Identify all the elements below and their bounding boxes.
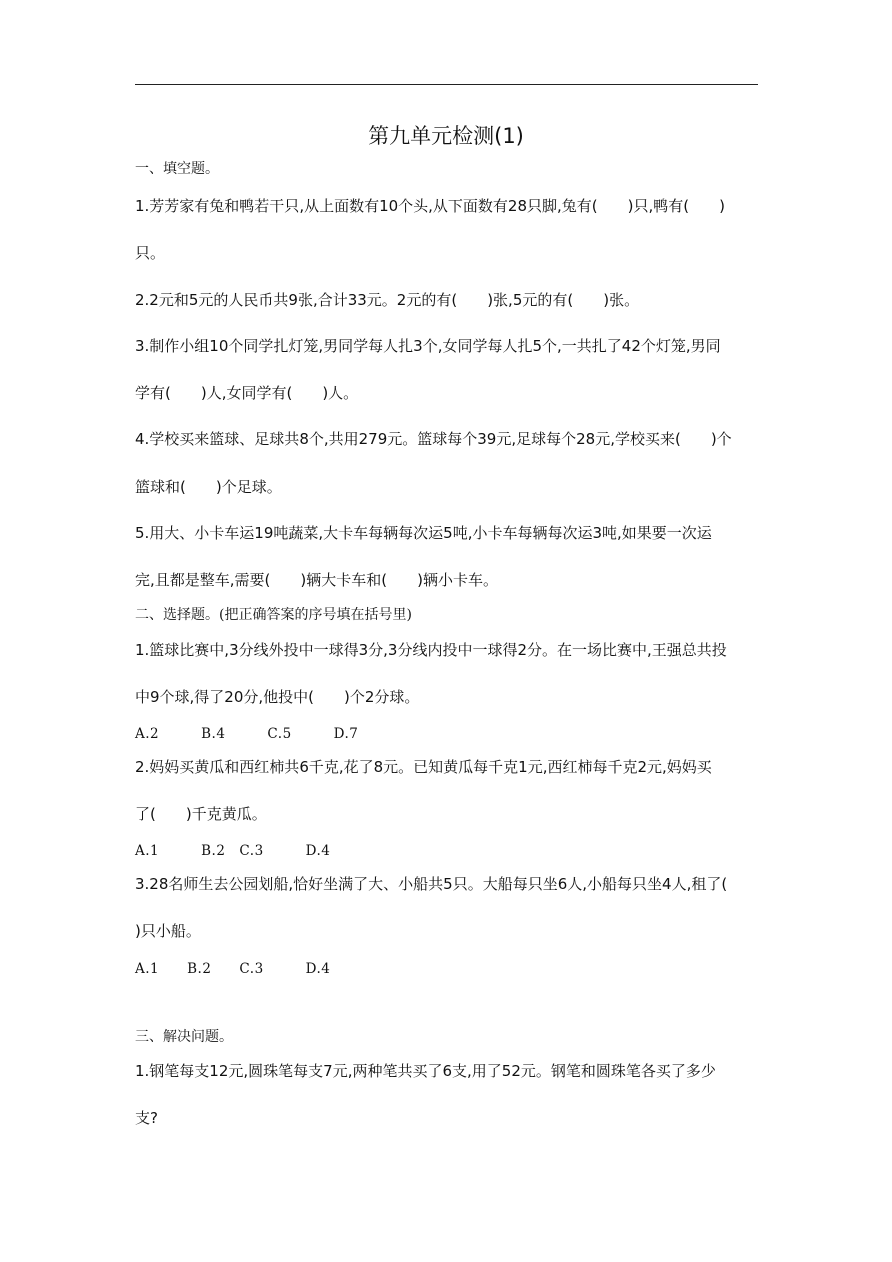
section-heading: 二、选择题。(把正确答案的序号填在括号里)	[135, 607, 412, 623]
question-line: 3.制作小组10个同学扎灯笼,男同学每人扎3个,女同学每人扎5个,一共扎了42个灯笼,男同	[135, 337, 721, 355]
question-line: 4.学校买来篮球、足球共8个,共用279元。篮球每个39元,足球每个28元,学校买来( )个	[135, 430, 732, 448]
question-line: 了( )千克黄瓜。	[135, 805, 267, 823]
question-line: 支?	[135, 1109, 158, 1127]
question-line: 1.芳芳家有兔和鸭若干只,从上面数有10个头,从下面数有28只脚,兔有( )只,鸭有( )	[135, 197, 725, 215]
section-heading: 一、填空题。	[135, 161, 219, 177]
question-line: 2.2元和5元的人民币共9张,合计33元。2元的有( )张,5元的有( )张。	[135, 291, 640, 309]
question-line: 只。	[135, 244, 166, 262]
question-line: 1.篮球比赛中,3分线外投中一球得3分,3分线内投中一球得2分。在一场比赛中,王强总共投	[135, 641, 727, 659]
section-heading: 三、解决问题。	[135, 1029, 233, 1045]
question-line: 篮球和( )个足球。	[135, 478, 282, 496]
answer-options: A.2 B.4 C.5 D.7	[135, 726, 359, 742]
header-rule	[135, 84, 758, 85]
page-title: 第九单元检测(1)	[368, 124, 524, 148]
question-line: 1.钢笔每支12元,圆珠笔每支7元,两种笔共买了6支,用了52元。钢笔和圆珠笔各买了多少	[135, 1062, 716, 1080]
answer-options: A.1 B.2 C.3 D.4	[135, 843, 331, 859]
question-line: 2.妈妈买黄瓜和西红柿共6千克,花了8元。已知黄瓜每千克1元,西红柿每千克2元,妈妈买	[135, 758, 712, 776]
question-line: 中9个球,得了20分,他投中( )个2分球。	[135, 688, 420, 706]
question-line: 3.28名师生去公园划船,恰好坐满了大、小船共5只。大船每只坐6人,小船每只坐4人,租了(	[135, 875, 728, 893]
question-line: 5.用大、小卡车运19吨蔬菜,大卡车每辆每次运5吨,小卡车每辆每次运3吨,如果要一次运	[135, 524, 712, 542]
question-line: 学有( )人,女同学有( )人。	[135, 384, 359, 402]
question-line: 完,且都是整车,需要( )辆大卡车和( )辆小卡车。	[135, 571, 498, 589]
question-line: )只小船。	[135, 922, 201, 940]
answer-options: A.1 B.2 C.3 D.4	[135, 961, 331, 977]
